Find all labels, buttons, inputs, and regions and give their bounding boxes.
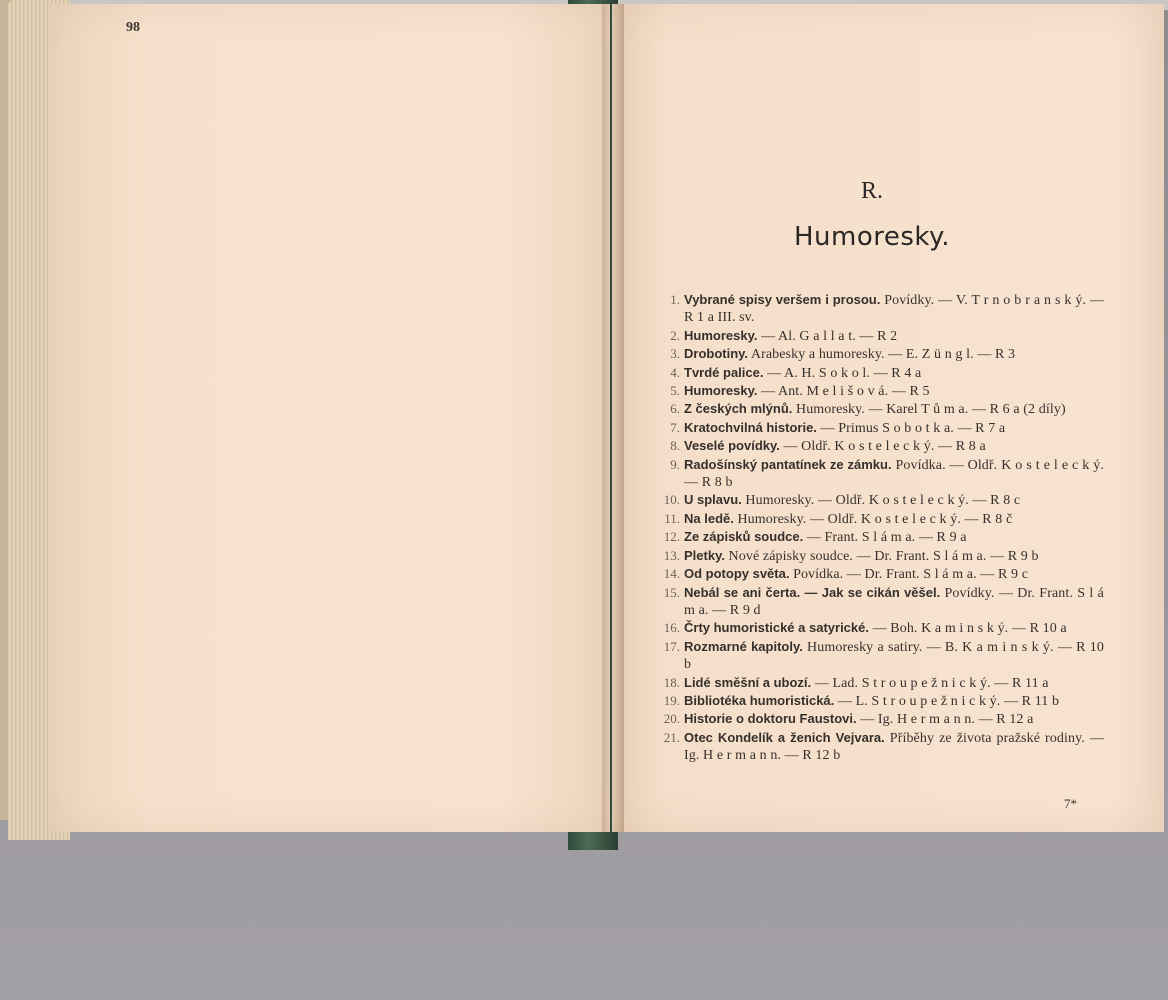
entry-title: Z českých mlýnů. xyxy=(684,401,793,417)
entry-title: Otec Kondelík a ženich Vejvara. xyxy=(684,729,885,745)
entry-number: 19. xyxy=(663,692,680,708)
entry-details: — Al. G a l l a t. — R 2 xyxy=(757,328,898,344)
list-item xyxy=(660,419,1104,437)
list-item xyxy=(660,456,1104,492)
entry-title: Nebál se ani čerta. — Jak se cikán věšel. xyxy=(684,584,941,600)
entry-number: 21. xyxy=(663,729,680,745)
entry-number: 3. xyxy=(670,346,680,362)
entry-details: — Oldř. K o s t e l e c k ý. — R 8 a xyxy=(779,439,986,455)
entry-title: Črty humoristické a satyrické. xyxy=(684,620,869,636)
left-page-number: 98 xyxy=(126,20,140,35)
entry-details: Arabesky a humoresky. — E. Z ü n g l. — R 3 xyxy=(748,347,1016,363)
entry-details: — Ig. H e r m a n n. — R 12 a xyxy=(856,712,1034,728)
entry-details: — Frant. S l á m a. — R 9 a xyxy=(803,530,967,546)
entry-number: 2. xyxy=(670,327,680,343)
entry-number: 13. xyxy=(663,547,680,563)
entry-title: Humoresky. xyxy=(684,327,758,343)
list-item xyxy=(660,382,1104,400)
entry-details: — A. H. S o k o l. — R 4 a xyxy=(763,365,922,381)
entry-number: 14. xyxy=(663,566,680,582)
list-item xyxy=(660,584,1104,620)
list-item xyxy=(660,729,1104,765)
list-item xyxy=(660,364,1104,382)
entry-number: 18. xyxy=(663,674,680,690)
entry-details: Příběhy ze života pražské rodiny. — Ig. H e r m a n n. — R 12 b xyxy=(684,730,1104,764)
entry-title: Od potopy světa. xyxy=(684,566,790,582)
entry-number: 15. xyxy=(663,584,680,600)
entry-title: Humoresky. xyxy=(684,383,758,399)
entry-title: Rozmarné kapitoly. xyxy=(684,638,803,654)
entry-number: 12. xyxy=(663,529,680,545)
entry-title: Tvrdé palice. xyxy=(684,364,764,380)
entry-number: 20. xyxy=(663,711,680,727)
entry-details: Povídka. — Oldř. K o s t e l e c k ý. — R 8 b xyxy=(684,457,1104,491)
list-item xyxy=(660,565,1104,583)
entry-details: — Lad. S t r o u p e ž n i c k ý. — R 11 a xyxy=(811,675,1049,691)
book-gutter xyxy=(602,4,624,832)
entry-number: 10. xyxy=(663,492,680,508)
entry-title: Lidé směšní a ubozí. xyxy=(684,674,812,690)
section-title: Humoresky. xyxy=(794,222,950,252)
entry-title: Historie o doktoru Faustovi. xyxy=(684,711,857,727)
entry-title: Bibliotéka humoristická. xyxy=(684,692,835,708)
list-item xyxy=(660,674,1104,692)
list-item xyxy=(660,619,1104,637)
entry-title: Radošínský pantatínek ze zámku. xyxy=(684,456,892,472)
list-item xyxy=(660,528,1104,546)
entry-details: — Ant. M e l i š o v á. — R 5 xyxy=(757,384,930,400)
list-item xyxy=(660,510,1104,528)
list-item xyxy=(660,491,1104,509)
right-page-number: 7* xyxy=(1064,796,1077,811)
entry-details: Humoresky a satiry. — B. K a m i n s k ý. — R 10 b xyxy=(684,639,1104,673)
entry-title: Pletky. xyxy=(684,547,725,563)
entry-number: 9. xyxy=(670,456,680,472)
entry-details: — L. S t r o u p e ž n i c k ý. — R 11 b xyxy=(834,693,1060,709)
entry-number: 11. xyxy=(664,510,680,526)
entry-details: Povídky. — V. T r n o b r a n s k ý. — R 1 a III. sv. xyxy=(684,293,1104,326)
list-item xyxy=(660,547,1104,565)
entry-details: Humoresky. — Oldř. K o s t e l e c k ý. — R 8 c xyxy=(741,493,1021,509)
entry-title: Ze zápisků soudce. xyxy=(684,529,804,545)
list-item xyxy=(660,291,1104,327)
list-item xyxy=(660,400,1104,418)
entry-title: U splavu. xyxy=(684,492,742,508)
entry-details: Nové zápisky soudce. — Dr. Frant. S l á m a. — R 9 b xyxy=(724,548,1039,564)
entry-details: — Primus S o b o t k a. — R 7 a xyxy=(816,420,1006,436)
entry-title: Vybrané spisy veršem i prosou. xyxy=(684,292,881,307)
entry-number: 17. xyxy=(663,638,680,654)
entry-details: Humoresky. — Karel T ů m a. — R 6 a (2 díly) xyxy=(792,402,1066,418)
entry-details: — Boh. K a m i n s k ý. — R 10 a xyxy=(868,621,1067,637)
bibliography-list xyxy=(660,291,1104,765)
entry-number: 6. xyxy=(670,401,680,417)
list-item xyxy=(660,345,1104,363)
list-item xyxy=(660,638,1104,674)
entry-details: Povídka. — Dr. Frant. S l á m a. — R 9 c xyxy=(789,567,1029,583)
entry-details: Povídky. — Dr. Frant. S l á m a. — R 9 d xyxy=(684,585,1104,618)
entry-details: Humoresky. — Oldř. K o s t e l e c k ý. — R 8 č xyxy=(733,511,1013,527)
entry-title: Drobotiny. xyxy=(684,346,749,362)
list-item xyxy=(660,710,1104,728)
entry-title: Kratochvilná historie. xyxy=(684,419,817,435)
entry-number: 8. xyxy=(670,438,680,454)
entry-number: 5. xyxy=(670,383,680,399)
entry-number: 4. xyxy=(670,364,680,380)
entry-number: 16. xyxy=(663,620,680,636)
entry-title: Veselé povídky. xyxy=(684,438,780,454)
section-letter: R. xyxy=(860,178,883,204)
list-item xyxy=(660,437,1104,455)
entry-title: Na ledě. xyxy=(684,510,734,526)
list-item xyxy=(660,327,1104,345)
left-page xyxy=(48,4,610,832)
entry-number: 1. xyxy=(670,292,680,307)
list-item xyxy=(660,692,1104,710)
entry-number: 7. xyxy=(670,419,680,435)
